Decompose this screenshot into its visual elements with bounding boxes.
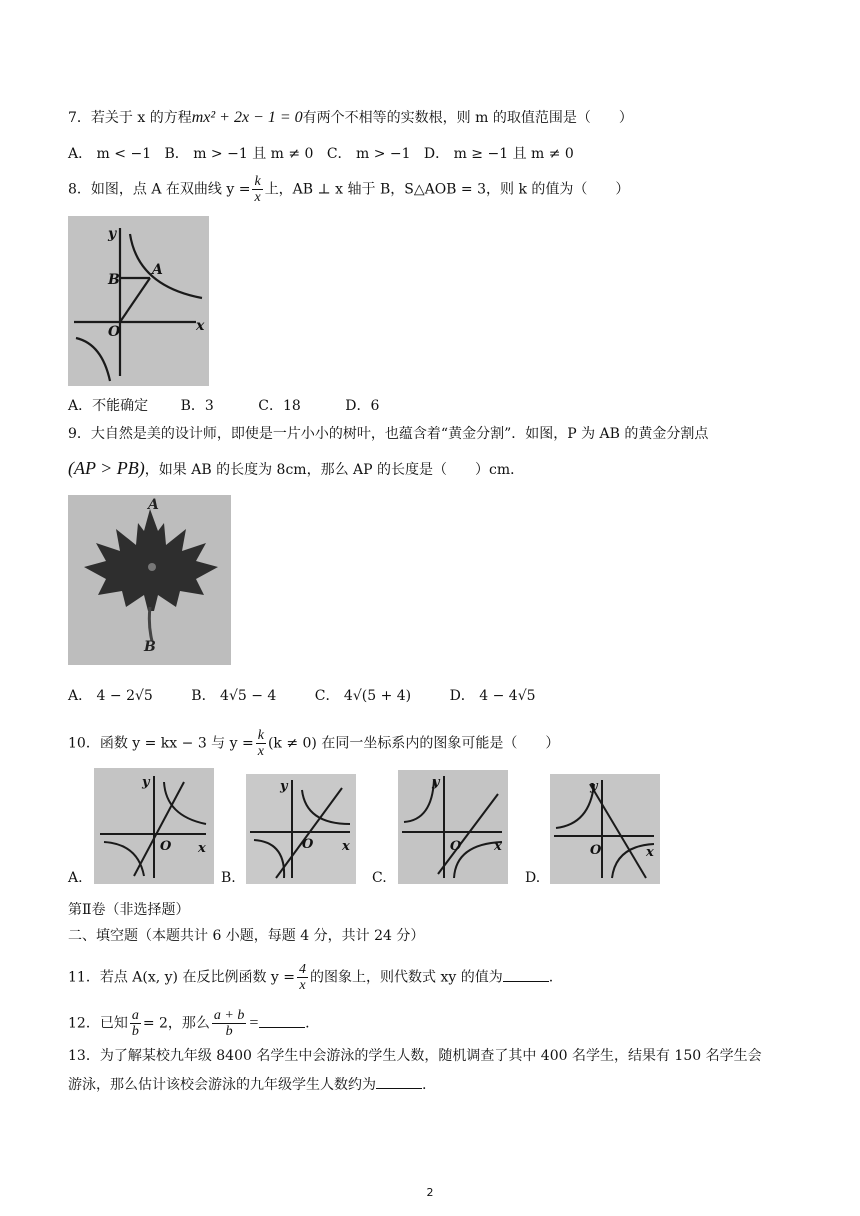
- q8-option-a: A．不能确定: [68, 398, 149, 414]
- q10b-label-y: y: [280, 779, 288, 794]
- q9-option-a: A． 4 − 2√5: [68, 688, 153, 704]
- q8-stem: 8．如图，点 A 在双曲线 y = $\frac{k}{x}$ 上，AB ⊥ x 轴于 B，S△AOB = 3，则 k 的值为（ ）: [68, 174, 630, 205]
- q10b-label-o: O: [302, 837, 314, 852]
- q11-fraction: $\frac{4}{x}$: [299, 962, 306, 993]
- q10-stem: 10．函数 y = kx − 3 与 y = $\frac{k}{x}$ (k ≠ 0) 在同一坐标系内的图象可能是（ ）: [68, 728, 560, 759]
- q7-stem: 7．若关于 x 的方程mx² + 2x − 1 = 0有两个不相等的实数根，则 m 的取值范围是（ ）: [68, 109, 633, 126]
- q12-stem: 12．已知 $\frac{a}{b}$ = 2，那么 $\frac{a + b}{b}$ = .: [68, 1008, 310, 1039]
- q9-option-c: C． 4√(5 + 4): [314, 688, 412, 704]
- q10-choice-a-label: A.: [68, 870, 83, 886]
- q7-option-d: D． m ≥ −1 且 m ≠ 0: [423, 146, 574, 162]
- q8-label-o: O: [108, 324, 121, 340]
- q9-option-b: B． 4√5 − 4: [191, 688, 277, 704]
- q7-option-c: C． m > −1: [326, 146, 411, 162]
- q11-stem: 11．若点 A(x, y) 在反比例函数 y = $\frac{4}{x}$ 的图象上，则代数式 xy 的值为 .: [68, 962, 554, 993]
- part2-title: 第Ⅱ卷（非选择题）: [68, 902, 190, 918]
- page-number: 2: [426, 1186, 434, 1199]
- q10-graph-a: [94, 768, 214, 884]
- q7-option-b: B． m > −1 且 m ≠ 0: [164, 146, 314, 162]
- q8-options: [68, 396, 379, 416]
- q11-answer-blank[interactable]: [503, 967, 549, 982]
- q8-label-x: x: [196, 318, 205, 334]
- q10d-label-o: O: [590, 843, 602, 858]
- q13-line2: 游泳，那么估计该校会游泳的九年级学生人数约为 .: [68, 1074, 426, 1095]
- q12-fraction-ab: $\frac{a}{b}$: [131, 1008, 139, 1039]
- q10-choice-b-label: B.: [221, 870, 236, 886]
- q12-answer-blank[interactable]: [259, 1013, 305, 1028]
- q7-equation: mx² + 2x − 1 = 0: [191, 109, 303, 126]
- q8-label-y: y: [108, 226, 117, 242]
- q7-options: [68, 144, 574, 164]
- q9-option-d: D． 4 − 4√5: [449, 688, 536, 704]
- q10d-label-y: y: [590, 779, 598, 794]
- q13-line1: 13．为了解某校九年级 8400 名学生中会游泳的学生人数，随机调查了其中 400 名学生，结果有 150 名学生会: [68, 1048, 762, 1064]
- q10c-label-o: O: [450, 839, 462, 854]
- q13-answer-blank[interactable]: [376, 1074, 422, 1089]
- q8-option-d: D．6: [345, 398, 380, 414]
- q10a-label-y: y: [142, 775, 150, 790]
- q10b-label-x: x: [342, 839, 350, 854]
- q10-graph-d: [550, 774, 660, 884]
- q9-stem-line1: 9．大自然是美的设计师，即使是一片小小的树叶，也蕴含着“黄金分割”．如图，P 为 AB 的黄金分割点: [68, 426, 709, 442]
- q10-choice-c-label: C.: [372, 870, 387, 886]
- q8-label-a: A: [152, 262, 163, 278]
- q8-figure: [68, 216, 209, 386]
- q12-fraction-sum: $\frac{a + b}{b}$: [213, 1008, 245, 1039]
- q9-options: [68, 686, 536, 706]
- q10-graph-b: [246, 774, 356, 884]
- q8-option-c: C．18: [258, 398, 301, 414]
- q10-graph-c: [398, 770, 508, 884]
- q10a-label-o: O: [160, 839, 172, 854]
- q9-leaf-figure: [68, 495, 231, 665]
- q8-label-b: B: [108, 272, 120, 288]
- q8-option-b: B．3: [180, 398, 214, 414]
- q7-option-a: A． m < −1: [68, 146, 152, 162]
- section2-title: 二、填空题（本题共计 6 小题，每题 4 分，共计 24 分）: [68, 928, 425, 944]
- q10c-label-x: x: [494, 839, 502, 854]
- q10d-label-x: x: [646, 845, 654, 860]
- q9-label-a: A: [148, 497, 159, 513]
- q10-fraction: $\frac{k}{x}$: [257, 728, 264, 759]
- q10c-label-y: y: [432, 775, 440, 790]
- q8-fraction: $\frac{k}{x}$: [254, 174, 261, 205]
- q9-stem-line2: (AP > PB)，如果 AB 的长度为 8cm，那么 AP 的长度是（ ）cm．: [68, 458, 525, 478]
- q10a-label-x: x: [198, 841, 206, 856]
- q9-label-b: B: [144, 639, 156, 655]
- q10-choice-d-label: D.: [525, 870, 541, 886]
